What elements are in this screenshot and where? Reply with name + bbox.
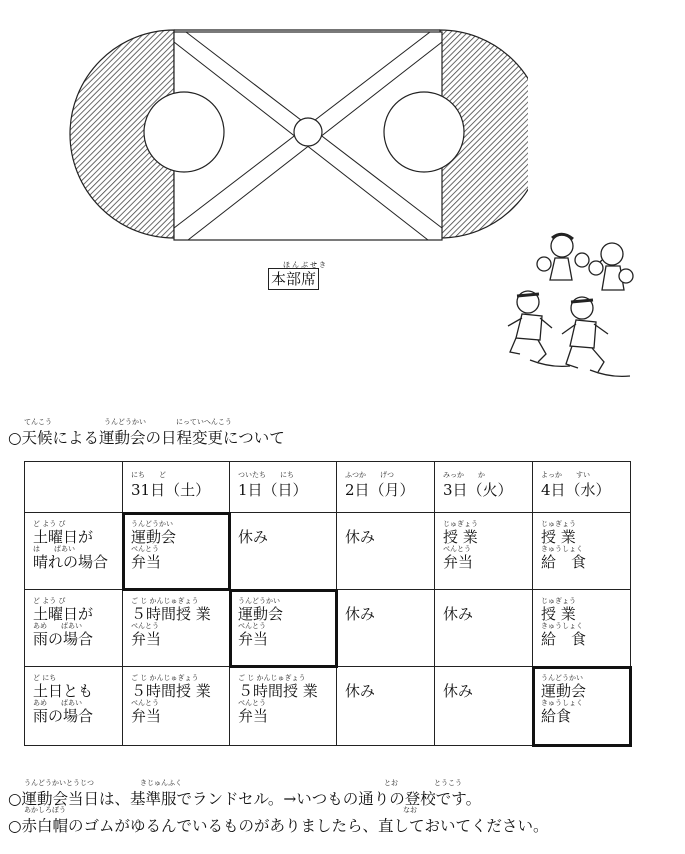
schedule-row: [25, 667, 631, 746]
cell-line-2: 弁当: [238, 707, 269, 725]
cell-line-1: 休み: [345, 682, 376, 700]
date-header-label: 4日（水）: [541, 481, 611, 499]
cell-line-1: 授 業: [541, 605, 576, 623]
cell-ruby: ご じ かんじゅぎょう: [238, 674, 306, 682]
cell-line-1: ５時間授 業: [131, 682, 211, 700]
corner-cell: [25, 462, 123, 513]
cell-line-2: 給 食: [541, 630, 587, 648]
cell-ruby: じゅぎょう: [541, 520, 576, 528]
cell-line-2: 給食: [541, 707, 572, 725]
cell-line-2: 弁当: [443, 553, 474, 571]
date-header-label: 3日（火）: [443, 481, 513, 499]
date-header-cell: [123, 462, 230, 513]
row-label-line: 雨の場合: [33, 707, 94, 725]
date-header-ruby: みっか か: [443, 471, 485, 479]
cell-ruby: きゅうしょく: [541, 699, 583, 707]
ruby-text: あかしろぼう: [24, 806, 66, 814]
cell-ruby: べんとう: [238, 699, 266, 707]
ruby-text: てんこう: [24, 418, 52, 426]
schedule-cell: [435, 590, 533, 667]
row-label-ruby: ど よう び: [33, 520, 66, 528]
row-label-line: 土日とも: [33, 682, 94, 700]
cell-line-1: 休み: [345, 605, 376, 623]
cell-ruby: きゅうしょく: [541, 545, 583, 553]
cell-ruby: べんとう: [131, 622, 159, 630]
date-header-ruby: ついたち にち: [238, 471, 294, 479]
cell-line-1: 休み: [443, 682, 474, 700]
row-label-cell: [25, 667, 123, 746]
ruby-text: うんどうかい: [104, 418, 146, 426]
row-label-line: 雨の場合: [33, 630, 94, 648]
cell-ruby: じゅぎょう: [443, 520, 478, 528]
cell-ruby: じゅぎょう: [541, 597, 576, 605]
date-header-ruby: にち ど: [131, 471, 166, 479]
sports-day-cell: [230, 590, 337, 667]
row-label-line: 土曜日が: [33, 528, 94, 546]
ruby-text: うんどうかいとうじつ: [24, 779, 94, 787]
notice-title-line: [8, 426, 285, 448]
date-header-label: 1日（日）: [238, 481, 308, 499]
ruby-text: とうこう: [434, 779, 462, 787]
cell-ruby: きゅうしょく: [541, 622, 583, 630]
cell-line-1: 運動会: [541, 682, 587, 700]
cell-line-1: ５時間授 業: [238, 682, 318, 700]
footer-line-2: ○赤白帽のゴムがゆるんでいるものがありましたら、直しておいてください。: [8, 817, 549, 835]
date-header-ruby: よっか すい: [541, 471, 590, 479]
row-label-ruby: は ばあい: [33, 545, 75, 553]
row-label-ruby: ど にち: [33, 674, 57, 682]
bullet-circle: ○: [8, 429, 22, 447]
cell-line-2: 給 食: [541, 553, 587, 571]
cell-ruby: べんとう: [131, 545, 159, 553]
cell-line-1: 休み: [443, 605, 474, 623]
ruby-text: にっていへんこう: [176, 418, 232, 426]
ruby-text: とお: [384, 779, 398, 787]
row-label-ruby: あめ ばあい: [33, 699, 82, 707]
cell-line-2: 弁当: [131, 707, 162, 725]
schedule-cell: [337, 667, 435, 746]
schedule-cell: [337, 590, 435, 667]
left-circle: [144, 92, 224, 172]
schedule-cell: [435, 667, 533, 746]
cell-line-1: ５時間授 業: [131, 605, 211, 623]
cell-ruby: うんどうかい: [541, 674, 583, 682]
schedule-cell: [533, 590, 631, 667]
date-header-label: 2日（月）: [345, 481, 415, 499]
ruby-text: きじゅんふく: [140, 779, 182, 787]
schedule-row: [25, 590, 631, 667]
cell-ruby: ご じ かんじゅぎょう: [131, 674, 199, 682]
schedule-row: [25, 513, 631, 590]
date-header-ruby: ふつか げつ: [345, 471, 394, 479]
schedule-cell: [230, 513, 337, 590]
track-field-diagram: [66, 26, 528, 242]
row-label-line: 土曜日が: [33, 605, 94, 623]
cell-line-1: 運動会: [238, 605, 284, 623]
schedule-cell: [435, 513, 533, 590]
cell-line-1: 休み: [238, 528, 269, 546]
date-header-cell: [435, 462, 533, 513]
date-header-cell: [533, 462, 631, 513]
sports-day-cell: [123, 513, 230, 590]
row-label-cell: [25, 513, 123, 590]
notice-title: 天候による運動会の日程変更について: [21, 429, 285, 447]
cell-ruby: べんとう: [131, 699, 159, 707]
schedule-cell: [230, 667, 337, 746]
cell-line-1: 運動会: [131, 528, 177, 546]
row-label-line: 晴れの場合: [33, 553, 109, 571]
center-circle: [294, 118, 322, 146]
row-label-ruby: あめ ばあい: [33, 622, 82, 630]
honbu-seat-label: 本部席: [268, 268, 319, 290]
header-row: [25, 462, 631, 513]
cell-line-2: 弁当: [238, 630, 269, 648]
right-circle: [384, 92, 464, 172]
cell-ruby: うんどうかい: [238, 597, 280, 605]
schedule-cell: [123, 667, 230, 746]
cell-ruby: ご じ かんじゅぎょう: [131, 597, 199, 605]
schedule-table: [24, 461, 631, 746]
schedule-cell: [337, 513, 435, 590]
schedule-cell: [533, 513, 631, 590]
cell-line-2: 弁当: [131, 553, 162, 571]
date-header-label: 31日（土）: [131, 481, 211, 499]
cell-line-1: 授 業: [443, 528, 478, 546]
cell-line-1: 休み: [345, 528, 376, 546]
cell-ruby: うんどうかい: [131, 520, 173, 528]
cell-line-2: 弁当: [131, 630, 162, 648]
schedule-cell: [123, 590, 230, 667]
honbu-ruby: ほんぶせき: [283, 261, 328, 269]
ruby-text: なお: [403, 806, 417, 814]
cell-ruby: べんとう: [443, 545, 471, 553]
date-header-cell: [337, 462, 435, 513]
row-label-cell: [25, 590, 123, 667]
date-header-cell: [230, 462, 337, 513]
running-children-illustration: [500, 230, 640, 380]
cell-line-1: 授 業: [541, 528, 576, 546]
sports-day-cell: [533, 667, 631, 746]
footer-line-1: ○運動会当日は、基準服でランドセル。→いつもの通りの登校です。: [8, 790, 482, 808]
cell-ruby: べんとう: [238, 622, 266, 630]
row-label-ruby: ど よう び: [33, 597, 66, 605]
